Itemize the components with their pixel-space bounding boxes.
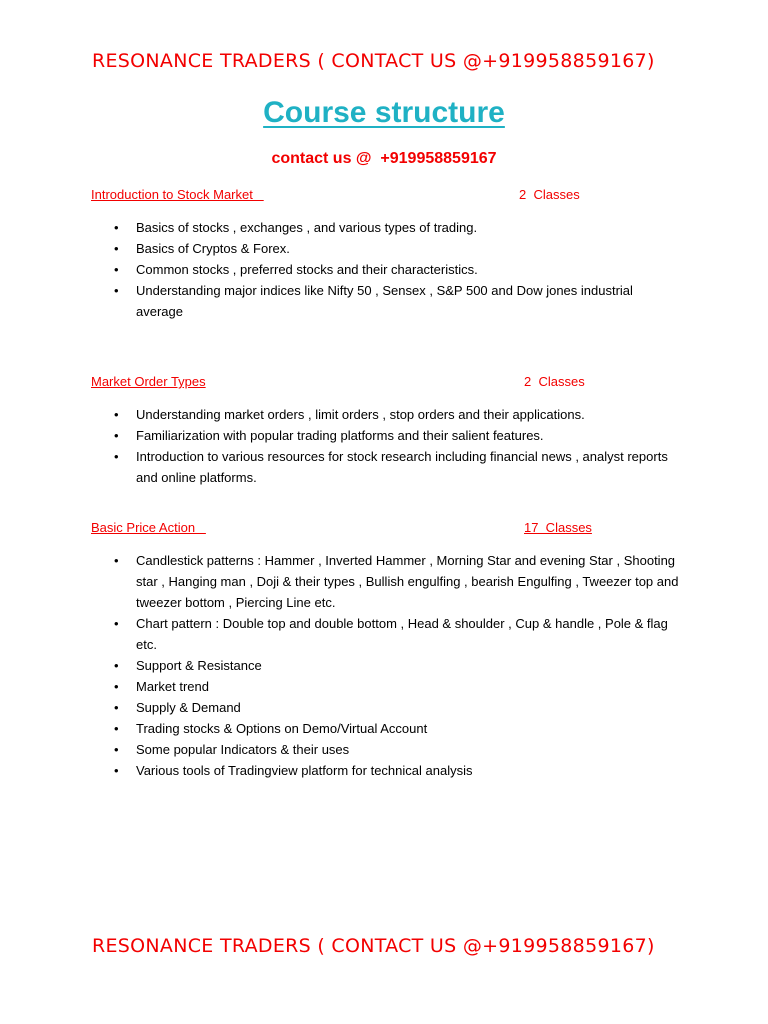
list-item: • Various tools of Tradingview platform for technical analysis xyxy=(112,760,682,781)
class-count: 2 Classes xyxy=(519,187,580,202)
list-item: • Understanding market orders , limit orders , stop orders and their applications. xyxy=(112,404,682,425)
section-title: Introduction to Stock Market xyxy=(91,187,264,202)
page-header: RESONANCE TRADERS ( CONTACT US @+919958859167) xyxy=(92,50,655,72)
page-footer: RESONANCE TRADERS ( CONTACT US @+919958859167) xyxy=(92,935,655,957)
list-item: • Chart pattern : Double top and double bottom , Head & shoulder , Cup & handle , Pole & flag etc. xyxy=(112,613,682,655)
list-item: • Basics of Cryptos & Forex. xyxy=(112,238,682,259)
list-item: • Market trend xyxy=(112,676,682,697)
list-item: • Support & Resistance xyxy=(112,655,682,676)
class-count: 2 Classes xyxy=(524,374,585,389)
section-list-basic-price-action xyxy=(112,550,682,781)
contact-line: contact us @ +919958859167 xyxy=(271,150,497,167)
page-title: Course structure xyxy=(263,96,505,129)
section-title: Basic Price Action xyxy=(91,520,206,535)
list-item: • Common stocks , preferred stocks and their characteristics. xyxy=(112,259,682,280)
list-item: • Some popular Indicators & their uses xyxy=(112,739,682,760)
class-count: 17 Classes xyxy=(524,520,592,535)
list-item: • Introduction to various resources for stock research including financial news , analyst reports and online platforms. xyxy=(112,446,682,488)
section-list-market-order-types xyxy=(112,404,682,488)
list-item: • Understanding major indices like Nifty 50 , Sensex , S&P 500 and Dow jones industrial average xyxy=(112,280,682,322)
list-item: • Basics of stocks , exchanges , and various types of trading. xyxy=(112,217,682,238)
section-list-introduction xyxy=(112,217,682,322)
list-item: • Familiarization with popular trading platforms and their salient features. xyxy=(112,425,682,446)
list-item: • Trading stocks & Options on Demo/Virtual Account xyxy=(112,718,682,739)
section-title: Market Order Types xyxy=(91,374,206,389)
list-item: • Candlestick patterns : Hammer , Inverted Hammer , Morning Star and evening Star , Shooting star , Hanging man , Doji & their types , Bullish engulfing , bearish Engulfing , Tweezer top and tweezer bottom , Piercing Line etc. xyxy=(112,550,682,613)
list-item: • Supply & Demand xyxy=(112,697,682,718)
